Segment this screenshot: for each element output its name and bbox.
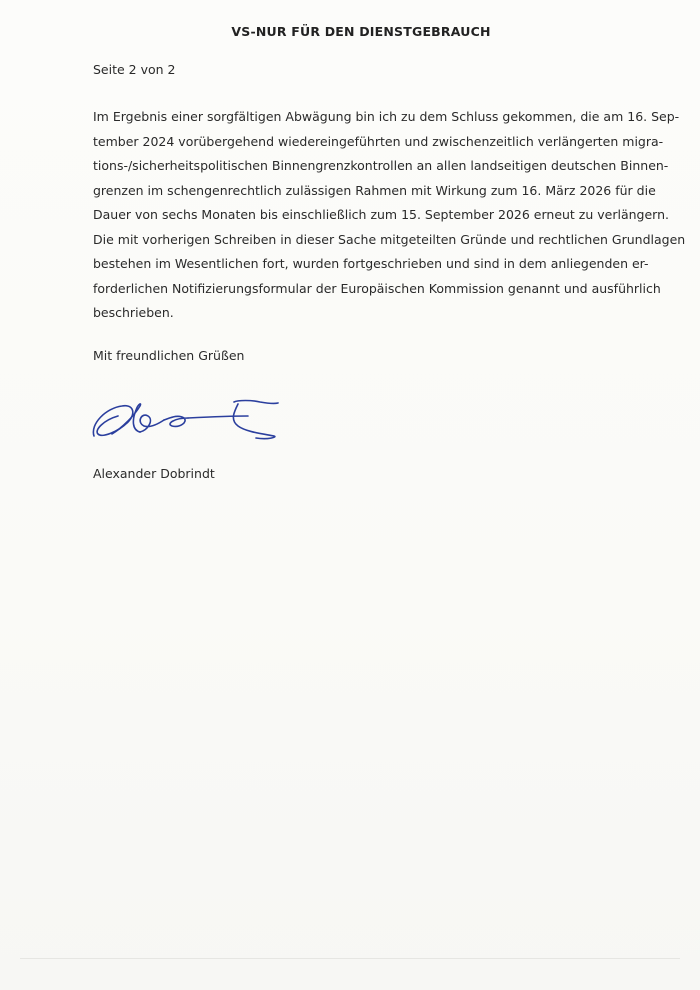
classification-header: VS-NUR FÜR DEN DIENSTGEBRAUCH <box>231 24 491 39</box>
footer-divider <box>20 958 680 959</box>
signer-name: Alexander Dobrindt <box>93 466 215 481</box>
body-line: Im Ergebnis einer sorgfältigen Abwägung bin ich zu dem Schluss gekommen, die am 16. Sep- <box>93 109 680 124</box>
body-line: grenzen im schengenrechtlich zulässigen Rahmen mit Wirkung zum 16. März 2026 für die <box>93 182 656 198</box>
closing-salutation: Mit freundlichen Grüßen <box>93 348 245 363</box>
body-line: beschrieben. <box>93 305 174 320</box>
body-line: forderlichen Notifizierungsformular der Europäischen Kommission genannt und ausführlich <box>93 280 661 296</box>
handwritten-signature <box>88 394 288 450</box>
body-paragraph <box>93 105 686 326</box>
body-line: tions-/sicherheitspolitischen Binnengrenzkontrollen an allen landseitigen deutschen Binnen- <box>93 158 669 173</box>
body-line: Dauer von sechs Monaten bis einschließlich zum 15. September 2026 erneut zu verlängern. <box>93 207 669 222</box>
body-line: Die mit vorherigen Schreiben in dieser Sache mitgeteilten Gründe und rechtlichen Grundlagen <box>93 231 686 247</box>
body-line: bestehen im Wesentlichen fort, wurden fortgeschrieben und sind in dem anliegenden er- <box>93 256 649 271</box>
body-line: tember 2024 vorübergehend wiedereingeführten und zwischenzeitlich verlängerten migra- <box>93 133 664 149</box>
page-number: Seite 2 von 2 <box>93 62 176 77</box>
